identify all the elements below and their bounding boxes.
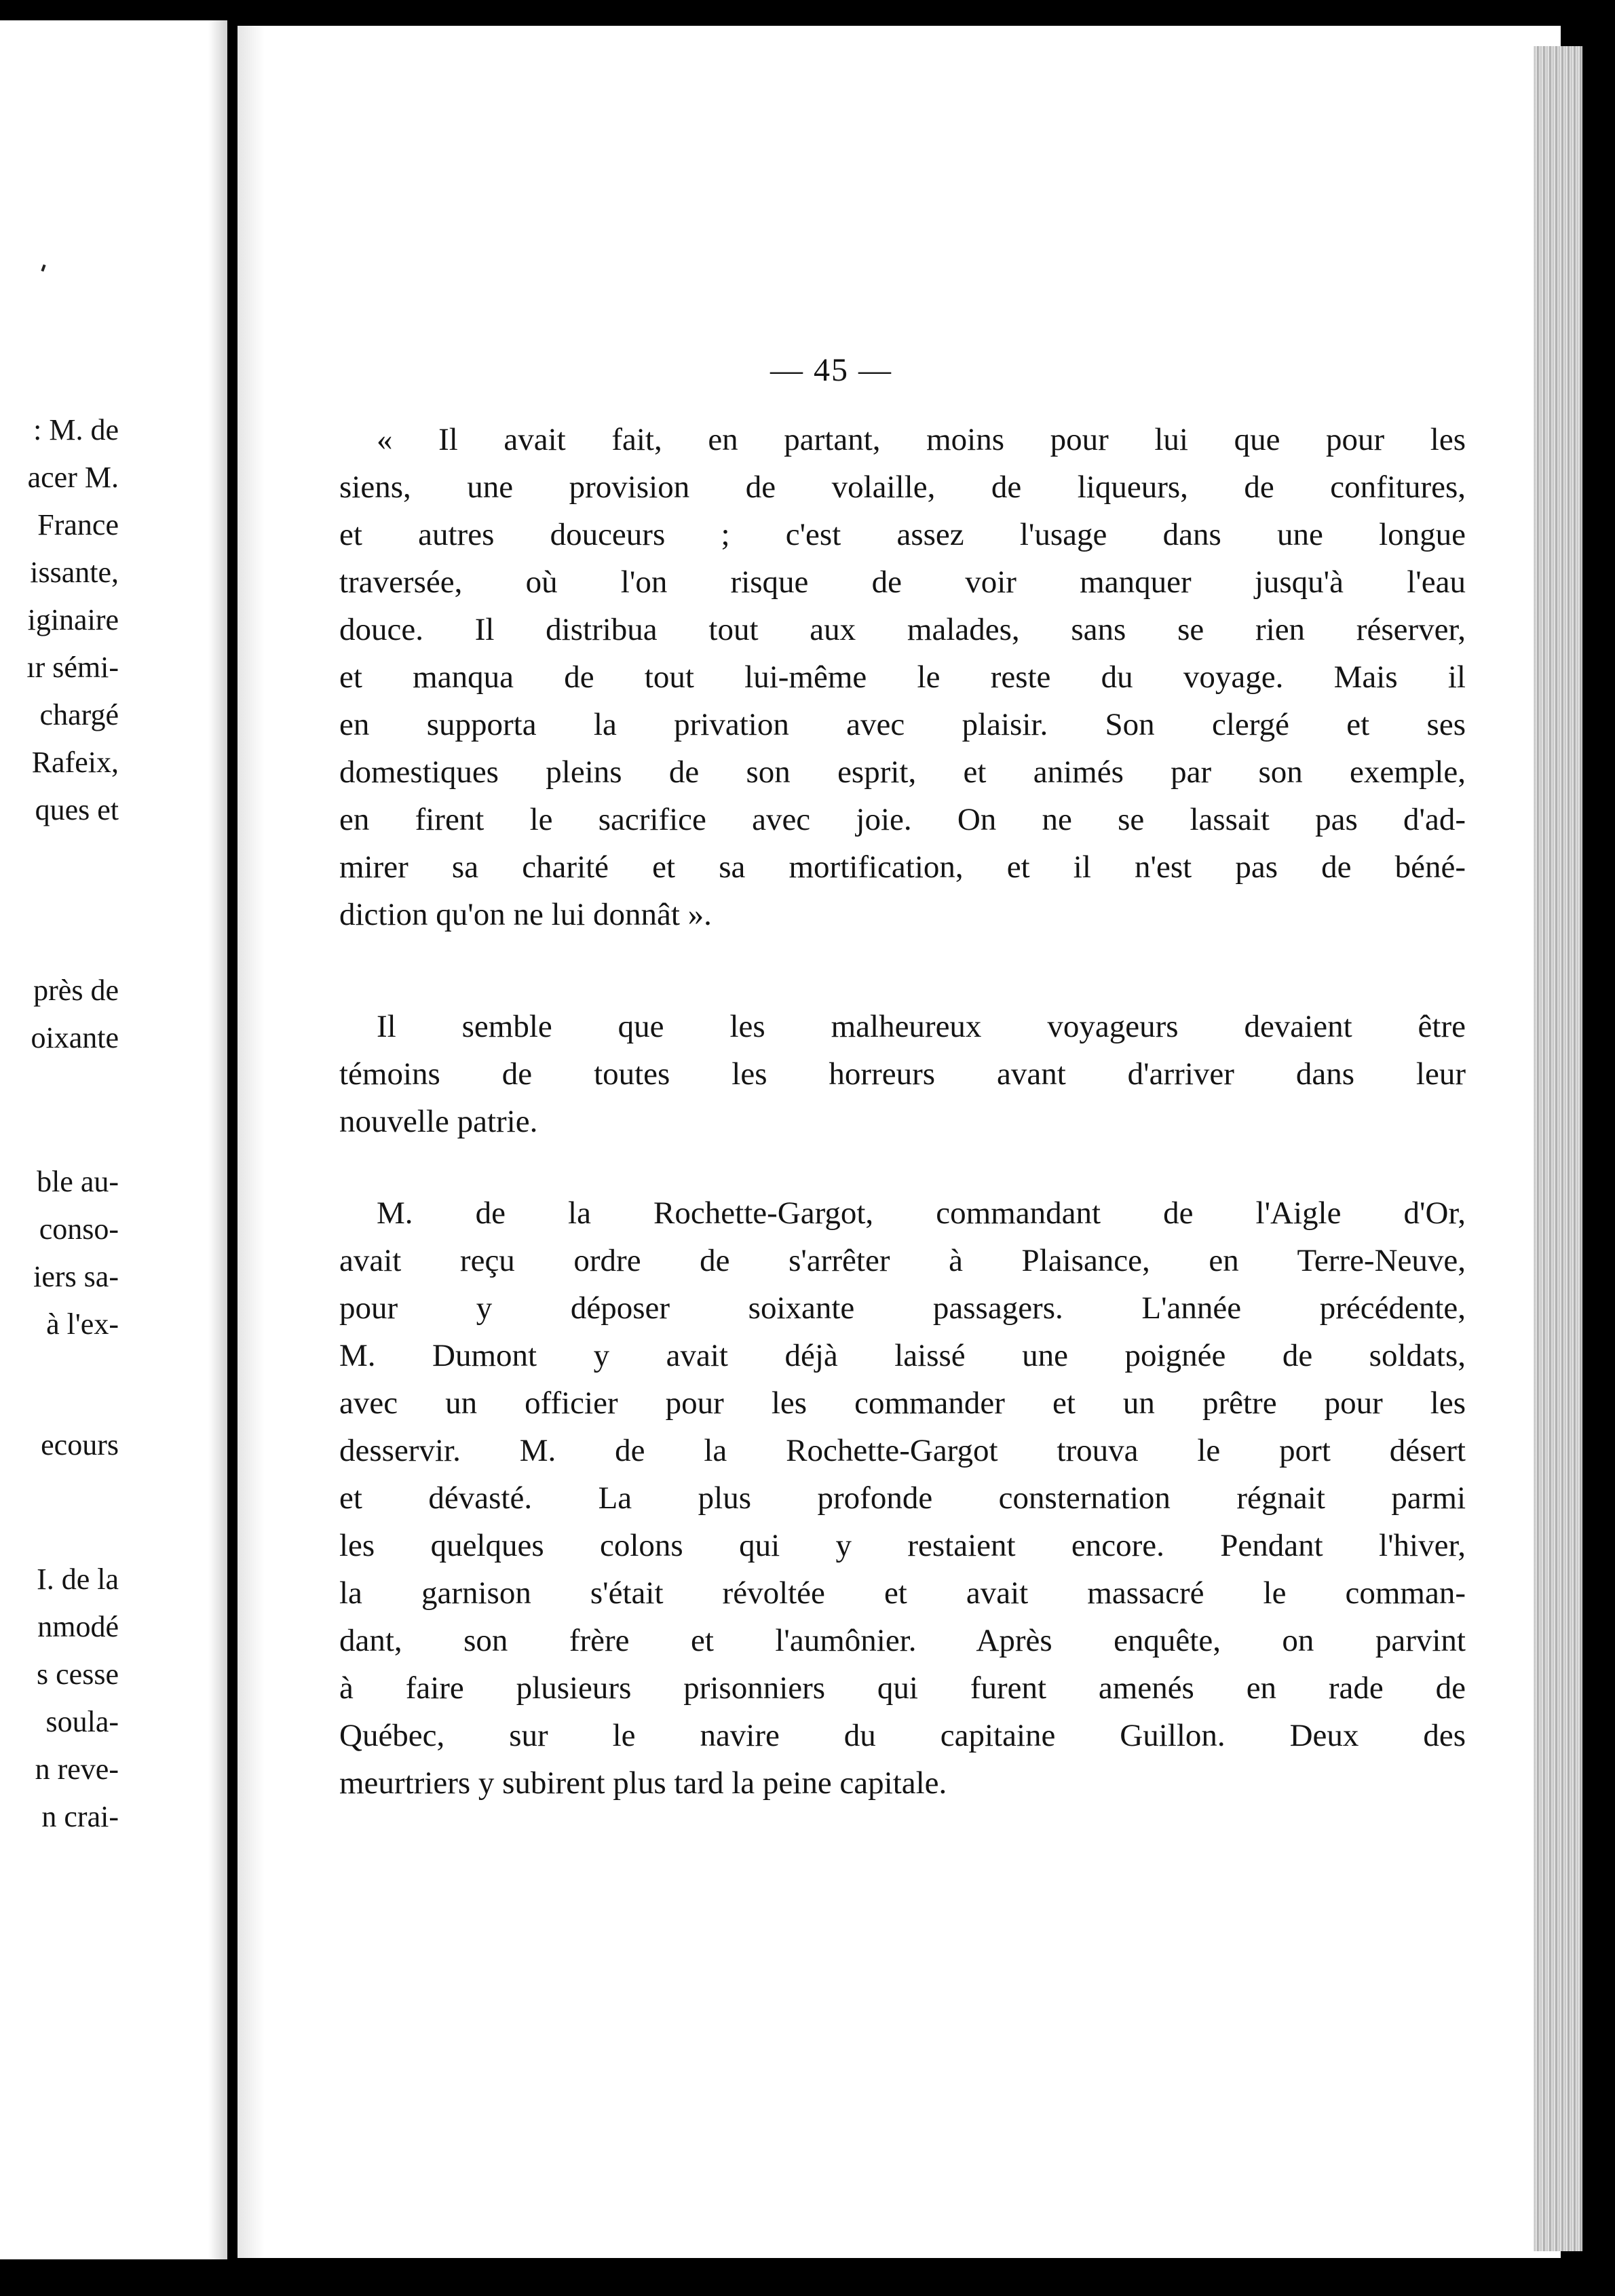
text-line: traversée, où l'on risque de voir manquer jusqu'à l'eau [339,565,1466,600]
left-page-line: près de [33,974,119,1007]
paragraph [339,1003,1466,1145]
text-line: la garnison s'était révoltée et avait massacré le comman- [339,1575,1466,1611]
paragraph-quotation [339,416,1466,938]
left-page-line: iers sa- [33,1260,119,1293]
left-page-line: France [37,508,119,541]
left-page-line: n crai- [41,1800,119,1833]
left-page-line: ır sémi- [26,651,119,684]
left-page-line: chargé [39,698,119,731]
paragraph [339,1189,1466,1807]
text-line: avait reçu ordre de s'arrêter à Plaisance, en Terre-Neuve, [339,1243,1466,1278]
left-page-line: Rafeix, [31,746,119,779]
text-line: et dévasté. La plus profonde consternation régnait parmi [339,1480,1466,1516]
page-number: — 45 — [770,352,892,388]
left-page-line: issante, [30,556,119,589]
gutter-shadow [238,26,265,2258]
text-line: domestiques pleins de son esprit, et animés par son exemple, [339,754,1466,790]
text-line: meurtriers y subirent plus tard la peine capitale. [339,1765,947,1801]
text-line: en supporta la privation avec plaisir. Son clergé et ses [339,707,1466,742]
text-line: M. Dumont y avait déjà laissé une poignée de soldats, [339,1338,1466,1373]
text-line: nouvelle patrie. [339,1104,538,1139]
left-page-line: iginaire [27,603,119,636]
text-line: siens, une provision de volaille, de liqueurs, de confitures, [339,470,1466,505]
text-line: en firent le sacrifice avec joie. On ne se lassait pas d'ad- [339,802,1466,837]
left-page-line: I. de la [37,1563,119,1596]
right-page [238,26,1561,2258]
left-page-line: conso- [39,1212,119,1246]
left-page-line: nmodé [37,1610,119,1643]
left-page-line: ques et [35,793,119,826]
left-page-line: s cesse [37,1658,119,1691]
text-line: les quelques colons qui y restaient encore. Pendant l'hiver, [339,1528,1466,1563]
text-line: mirer sa charité et sa mortification, et il n'est pas de béné- [339,849,1466,885]
left-page-line: ecours [41,1428,119,1461]
text-line: pour y déposer soixante passagers. L'année précédente, [339,1290,1466,1326]
text-line: et autres douceurs ; c'est assez l'usage dans une longue [339,517,1466,552]
left-page-fragment [0,20,227,2259]
left-page-line: : M. de [33,413,119,446]
text-line: avec un officier pour les commander et un prêtre pour les [339,1385,1466,1421]
gutter-shadow [208,20,227,2259]
left-page-line: oixante [31,1021,119,1054]
left-page-line: ble au- [37,1165,119,1198]
page-fore-edge [1534,46,1582,2251]
text-line: M. de la Rochette-Gargot, commandant de l'Aigle d'Or, [377,1195,1466,1231]
text-line: douce. Il distribua tout aux malades, sans se rien réserver, [339,612,1466,647]
text-line: « Il avait fait, en partant, moins pour lui que pour les [377,422,1466,457]
left-page-line: acer M. [27,461,119,494]
left-page-line: à l'ex- [46,1307,119,1341]
text-line: témoins de toutes les horreurs avant d'arriver dans leur [339,1056,1466,1092]
text-line: et manqua de tout lui-même le reste du voyage. Mais il [339,659,1466,695]
left-page-line: n reve- [35,1753,119,1786]
scan-speck [41,265,45,272]
text-line: desservir. M. de la Rochette-Gargot trouva le port désert [339,1433,1466,1468]
text-line: à faire plusieurs prisonniers qui furent amenés en rade de [339,1670,1466,1706]
text-line: Il semble que les malheureux voyageurs devaient être [377,1009,1466,1044]
text-line: Québec, sur le navire du capitaine Guillon. Deux des [339,1718,1466,1753]
text-line: diction qu'on ne lui donnât ». [339,897,712,932]
text-line: dant, son frère et l'aumônier. Après enquête, on parvint [339,1623,1466,1658]
left-page-line: soula- [45,1705,119,1738]
